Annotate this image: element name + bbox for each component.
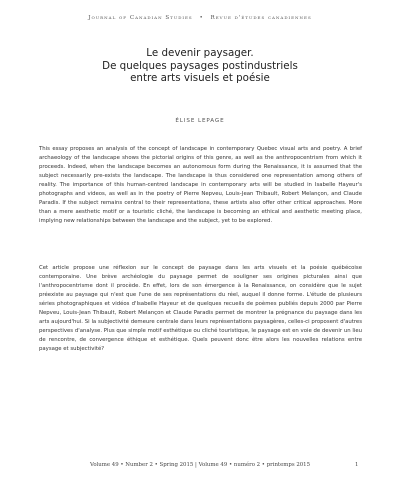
- running-head: [0, 15, 400, 21]
- journal-title-fr: Revue d'études canadiennes: [210, 15, 312, 21]
- article-title: [0, 47, 400, 85]
- page-number: 1: [355, 462, 359, 468]
- journal-title-en: Journal of Canadian Studies: [88, 15, 193, 21]
- footer-volume-info: Volume 49 • Number 2 • Spring 2015 | Volume 49 • numéro 2 • printemps 2015: [89, 462, 311, 468]
- author-name: ÉLISE LEPAGE: [175, 118, 225, 124]
- title-line-2: De quelques paysages postindustriels: [102, 59, 298, 72]
- title-line-3: entre arts visuels et poésie: [130, 72, 270, 85]
- abstract-french: Cet article propose une réflexion sur le concept de paysage dans les arts visuels et la poésie québécoise contemporaine. Une brève archéologie du paysage permet de souligner ses origines picturales ainsi que l'anthropocentrisme dont il procède. En effet, lors de son émergence à la Renaissance, on considère que le sujet préexiste au paysage qui n'est que l'une de ses représentations du réel, auquel il donne forme. L'étude de plusieurs séries photographiques et vidéos d'Isabelle Hayeur et de quelques recueils de poèmes publiés depuis 2000 par Pierre Nepveu, Louis-Jean Thibault, Robert Melançon et Claude Paradis permet de montrer la prégnance du paysage dans les arts aujourd'hui. Si la subjectivité demeure centrale dans leurs représentations paysagères, celles-ci proposent d'autres perspectives d'analyse. Plus que simple motif esthétique ou cliché touristique, le paysage est en voie de devenir un lieu de rencontre, de convergence éthique et esthétique. Quels peuvent donc être alors les nouvelles relations entre paysage et subjectivité?: [39, 265, 362, 352]
- running-head-separator: •: [199, 15, 204, 21]
- abstract-english: This essay proposes an analysis of the concept of landscape in contemporary Quebec visual arts and poetry. A brief archaeology of the landscape shows the pictorial origins of this genre, as well as the anthropocentrism from which it proceeds. Indeed, when the landscape becomes an autonomous form during the Renaissance, it is assumed that the subject necessarily pre-exists the landscape. The landscape is thus considered one representation among others of reality. The importance of this human-centred landscape in contemporary arts will be studied in Isabelle Hayeur's photographs and videos, as well as in the poetry of Pierre Nepveu, Louis-Jean Thibault, Robert Melançon, and Claude Paradis. If the subject remains central to their representations, these artists also offer other critical approaches. More than a mere aesthetic motif or a touristic cliché, the landscape is becoming an ethical and aesthetic meeting place, implying new relationships between the landscape and the subject, yet to be explored.: [39, 146, 362, 224]
- title-line-1: Le devenir paysager.: [146, 47, 254, 59]
